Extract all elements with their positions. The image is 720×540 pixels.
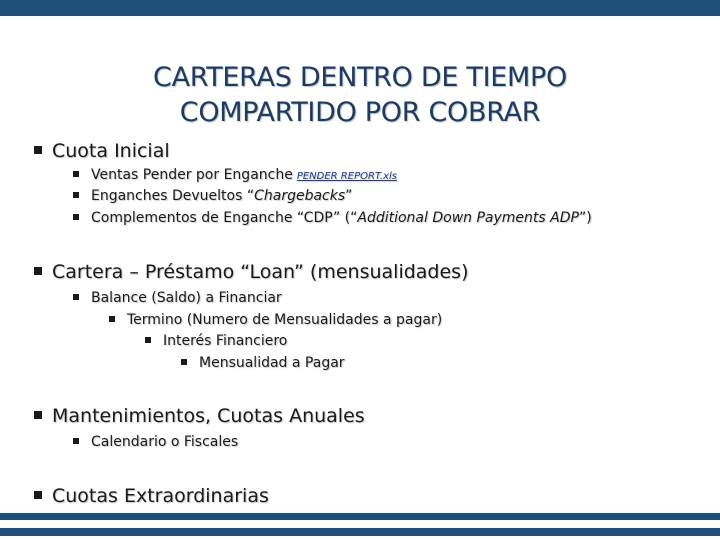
sub-bullet-complementos xyxy=(73,209,592,227)
square-bullet-icon xyxy=(73,171,79,177)
square-bullet-icon xyxy=(73,438,79,444)
sub-bullet-ventas-pender xyxy=(73,166,397,186)
bullet-text: Mantenimientos, Cuotas Anuales xyxy=(52,405,365,427)
bullet-text: Calendario o Fiscales xyxy=(91,434,239,450)
bottom-accent-bar-lower xyxy=(0,528,720,536)
bullet-cuota-inicial xyxy=(34,139,170,163)
bottom-accent-bar-upper xyxy=(0,513,720,520)
bullet-text: Cuotas Extraordinarias xyxy=(52,485,269,507)
bullet-text: Balance (Saldo) a Financiar xyxy=(91,290,282,306)
square-bullet-icon xyxy=(34,146,42,154)
bullet-text: Mensualidad a Pagar xyxy=(199,355,345,371)
sub-bullet-termino xyxy=(109,311,442,329)
sub-bullet-enganches-devueltos xyxy=(73,187,352,205)
top-accent-bar xyxy=(0,0,720,16)
bullet-text: Cuota Inicial xyxy=(52,140,170,162)
square-bullet-icon xyxy=(73,294,79,300)
bullet-text-pre: Complementos de Enganche “CDP” (“ xyxy=(91,210,358,226)
bullet-mantenimientos xyxy=(34,404,365,428)
bullet-text-post: ”) xyxy=(578,210,592,226)
pender-report-link[interactable]: PENDER REPORT.xls xyxy=(296,171,397,182)
square-bullet-icon xyxy=(34,267,42,275)
slide-title xyxy=(0,60,720,130)
square-bullet-icon xyxy=(34,491,42,499)
bullet-text: Ventas Pender por Enganche xyxy=(91,167,293,183)
bullet-text-post: ” xyxy=(345,188,353,204)
bullet-text: Cartera – Préstamo “Loan” (mensualidades) xyxy=(52,261,469,283)
bullet-text-pre: Enganches Devueltos “ xyxy=(91,188,255,204)
bullet-cuotas-extraordinarias xyxy=(34,484,269,508)
square-bullet-icon xyxy=(34,411,42,419)
slide-title-line-2: COMPARTIDO POR COBRAR xyxy=(179,97,541,128)
square-bullet-icon xyxy=(109,316,115,322)
bullet-cartera-prestamo xyxy=(34,260,469,284)
sub-bullet-interes xyxy=(145,332,287,350)
sub-bullet-balance xyxy=(73,289,282,307)
bullet-text-italic: Additional Down Payments ADP xyxy=(357,210,579,226)
bullet-text: Termino (Numero de Mensualidades a pagar) xyxy=(127,312,443,328)
square-bullet-icon xyxy=(73,214,79,220)
square-bullet-icon xyxy=(145,337,151,343)
sub-bullet-calendario xyxy=(73,433,238,451)
bullet-text: Interés Financiero xyxy=(163,333,288,349)
bullet-text-italic: Chargebacks xyxy=(254,188,346,204)
square-bullet-icon xyxy=(181,359,187,365)
square-bullet-icon xyxy=(73,192,79,198)
sub-bullet-mensualidad xyxy=(181,354,345,372)
slide-title-line-1: CARTERAS DENTRO DE TIEMPO xyxy=(153,62,567,93)
